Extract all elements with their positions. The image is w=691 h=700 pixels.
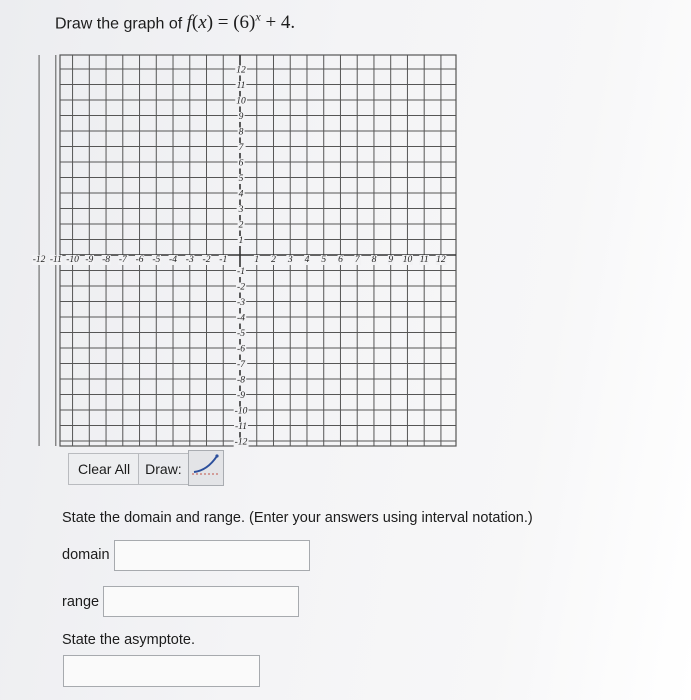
y-tick-label: -5: [237, 329, 245, 340]
x-tick-label: 10: [402, 255, 413, 265]
x-tick-label: 8: [371, 255, 377, 265]
x-tick-label: -11: [49, 255, 62, 265]
y-tick-label: 7: [238, 142, 244, 153]
grid-border: [60, 55, 456, 446]
x-tick-label: 1: [254, 255, 260, 265]
x-tick-label: -3: [185, 255, 194, 265]
y-tick-label: 6: [238, 158, 244, 169]
draw-label: Draw:: [145, 461, 182, 477]
y-tick-label: 8: [238, 127, 244, 138]
y-tick-label: -10: [234, 406, 248, 417]
function-name: f: [186, 12, 192, 34]
x-tick-label: 12: [436, 255, 446, 265]
y-tick-label: -4: [237, 313, 245, 324]
clear-all-button[interactable]: Clear All: [69, 454, 139, 484]
asymptote-prompt: State the asymptote.: [62, 632, 195, 648]
graph-toolbar: [68, 453, 189, 485]
y-tick-label: -6: [237, 344, 245, 355]
y-tick-label: 2: [238, 220, 244, 231]
x-tick-label: 11: [419, 255, 429, 265]
domain-input[interactable]: [114, 540, 310, 571]
asymptote-input[interactable]: [63, 655, 260, 687]
x-tick-label: -10: [66, 255, 79, 265]
range-label: range: [62, 594, 100, 610]
question-prefix: Draw the graph of: [55, 15, 183, 33]
x-tick-label: 4: [304, 255, 310, 265]
y-tick-label: -1: [237, 267, 245, 278]
x-tick-label: -5: [152, 255, 161, 265]
y-tick-label: 4: [238, 189, 244, 200]
y-tick-label: -12: [234, 437, 248, 448]
range-input[interactable]: [103, 586, 299, 617]
x-tick-label: -8: [102, 255, 111, 265]
x-tick-label: -2: [202, 255, 211, 265]
y-tick-label: -9: [237, 391, 245, 402]
x-tick-label: -6: [135, 255, 144, 265]
function-base: (6): [233, 12, 256, 34]
y-tick-label: 11: [236, 80, 246, 91]
x-tick-label: -1: [219, 255, 228, 265]
y-tick-label: 3: [238, 204, 244, 215]
y-axis-tick-labels: [234, 65, 249, 447]
curve-tool-icon: [189, 451, 223, 485]
function-suffix: + 4.: [265, 12, 296, 34]
axes: [60, 55, 456, 446]
function-variable: x: [198, 12, 207, 34]
x-tick-label: -4: [169, 255, 177, 265]
x-tick-label: 5: [321, 255, 327, 265]
function-exponent: x: [255, 10, 261, 24]
y-tick-label: 5: [238, 173, 244, 184]
x-tick-label: 7: [354, 255, 360, 265]
x-tick-label: 2: [271, 255, 276, 265]
y-tick-label: -3: [237, 298, 245, 309]
x-tick-label: 6: [338, 255, 343, 265]
y-tick-label: 10: [236, 96, 246, 107]
y-tick-label: -8: [237, 375, 245, 386]
curve-tool-button[interactable]: [188, 450, 224, 486]
y-tick-label: 1: [238, 235, 244, 246]
x-tick-label: -7: [118, 255, 127, 265]
function-expression: $f(x) = (6)^x + 4$.: [186, 10, 296, 34]
y-tick-label: -2: [237, 282, 245, 293]
grid-lines: [39, 55, 456, 446]
y-tick-label: -11: [235, 422, 247, 433]
x-tick-label: 9: [388, 255, 394, 265]
y-tick-label: 12: [236, 65, 246, 76]
x-tick-label: -12: [32, 255, 46, 265]
domain-label: domain: [62, 547, 110, 563]
y-tick-label: -7: [237, 360, 245, 371]
x-tick-label: 3: [287, 255, 293, 265]
y-tick-label: 9: [238, 111, 244, 122]
domain-range-prompt: State the domain and range. (Enter your answers using interval notation.): [62, 510, 533, 526]
x-tick-label: -9: [85, 255, 94, 265]
